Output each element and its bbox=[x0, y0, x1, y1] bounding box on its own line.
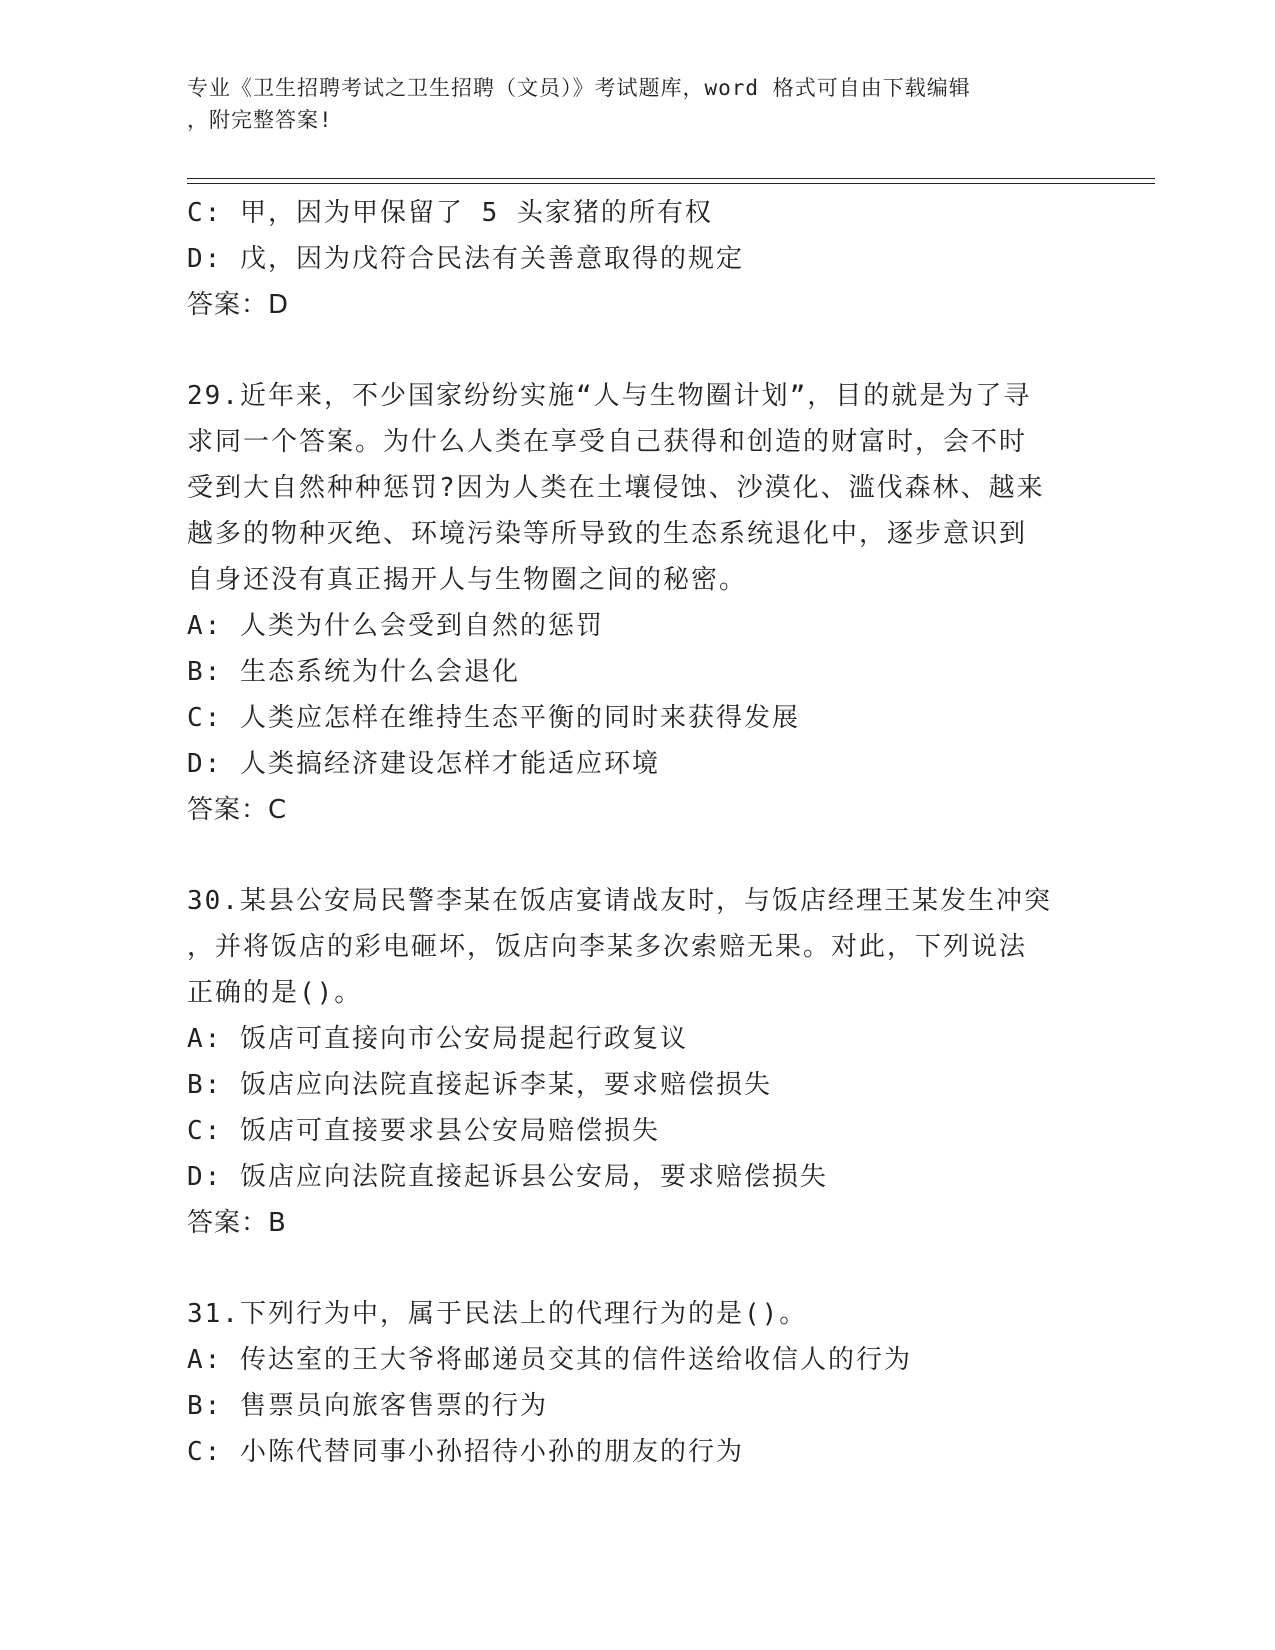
option-d: D: 饭店应向法院直接起诉县公安局，要求赔偿损失 bbox=[187, 1162, 828, 1192]
header-divider-top bbox=[187, 178, 1155, 179]
answer: 答案：D bbox=[187, 290, 290, 320]
spacer bbox=[187, 1246, 1087, 1291]
header-line-2: ，附完整答案! bbox=[187, 108, 333, 132]
option-a: A: 人类为什么会受到自然的惩罚 bbox=[187, 611, 604, 641]
question-stem-line: 越多的物种灭绝、环境污染等所导致的生态系统退化中，逐步意识到 bbox=[187, 519, 1028, 549]
header-line-1: 专业《卫生招聘考试之卫生招聘（文员）》考试题库，word 格式可自由下载编辑 bbox=[187, 76, 971, 100]
question-29 bbox=[187, 373, 1087, 833]
option-c: C: 甲，因为甲保留了 5 头家猪的所有权 bbox=[187, 198, 713, 228]
spacer bbox=[187, 833, 1087, 878]
question-content bbox=[187, 190, 1087, 1475]
option-d: D: 人类搞经济建设怎样才能适应环境 bbox=[187, 749, 660, 779]
option-a: A: 饭店可直接向市公安局提起行政复议 bbox=[187, 1024, 688, 1054]
question-stem-line: 正确的是()。 bbox=[187, 978, 363, 1008]
question-30 bbox=[187, 878, 1087, 1246]
question-stem-line: 30.某县公安局民警李某在饭店宴请战友时，与饭店经理王某发生冲突 bbox=[187, 886, 1052, 916]
question-31 bbox=[187, 1291, 1087, 1475]
option-b: B: 生态系统为什么会退化 bbox=[187, 657, 520, 687]
spacer bbox=[187, 328, 1087, 373]
question-stem-line: 受到大自然种种惩罚?因为人类在土壤侵蚀、沙漠化、滥伐森林、越来 bbox=[187, 473, 1045, 503]
option-c: C: 饭店可直接要求县公安局赔偿损失 bbox=[187, 1116, 660, 1146]
question-stem-line: 自身还没有真正揭开人与生物圈之间的秘密。 bbox=[187, 565, 748, 595]
option-a: A: 传达室的王大爷将邮递员交其的信件送给收信人的行为 bbox=[187, 1345, 912, 1375]
option-b: B: 饭店应向法院直接起诉李某，要求赔偿损失 bbox=[187, 1070, 772, 1100]
question-28 bbox=[187, 190, 1087, 328]
question-stem-line: 31.下列行为中，属于民法上的代理行为的是()。 bbox=[187, 1299, 808, 1329]
question-stem-line: ，并将饭店的彩电砸坏，饭店向李某多次索赔无果。对此，下列说法 bbox=[187, 932, 1028, 962]
option-c: C: 人类应怎样在维持生态平衡的同时来获得发展 bbox=[187, 703, 800, 733]
question-stem-line: 29.近年来，不少国家纷纷实施“人与生物圈计划”，目的就是为了寻 bbox=[187, 381, 1032, 411]
answer: 答案：C bbox=[187, 795, 288, 825]
answer: 答案：B bbox=[187, 1208, 287, 1238]
option-d: D: 戊，因为戊符合民法有关善意取得的规定 bbox=[187, 244, 744, 274]
question-stem-line: 求同一个答案。为什么人类在享受自己获得和创造的财富时，会不时 bbox=[187, 427, 1028, 457]
option-b: B: 售票员向旅客售票的行为 bbox=[187, 1391, 548, 1421]
header-divider-bottom bbox=[187, 183, 1155, 184]
option-c: C: 小陈代替同事小孙招待小孙的朋友的行为 bbox=[187, 1437, 744, 1467]
page-header bbox=[187, 72, 1067, 136]
